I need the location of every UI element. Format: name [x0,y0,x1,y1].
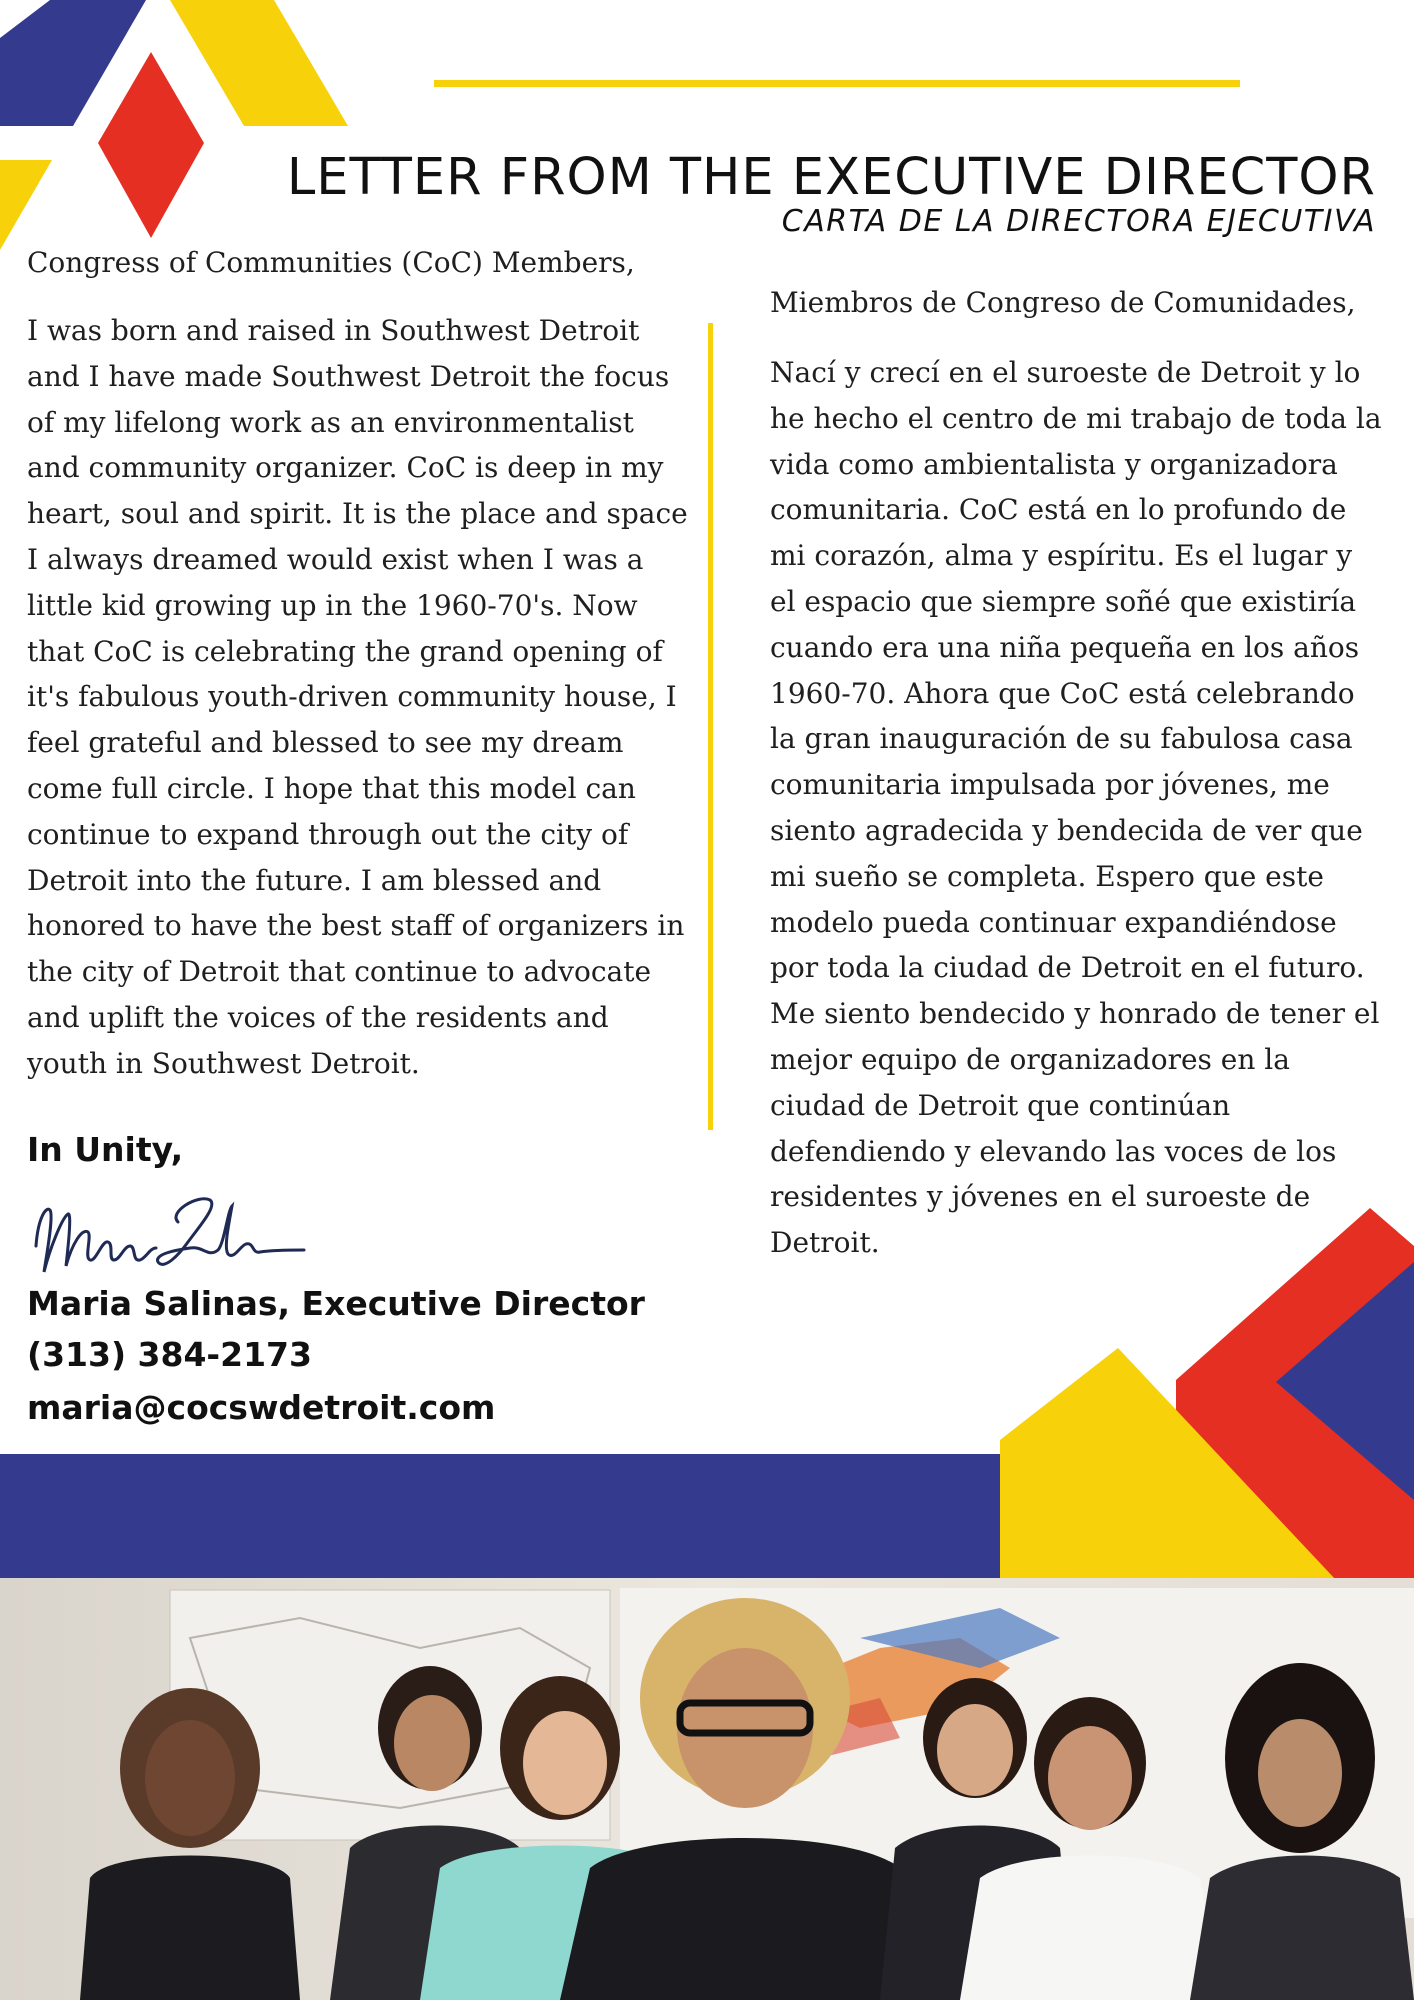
column-divider [708,323,713,1130]
signer-phone: (313) 384-2173 [27,1335,312,1374]
page-title: LETTER FROM THE EXECUTIVE DIRECTOR [286,148,1376,207]
spanish-line: comunitaria impulsada por jóvenes, me [770,768,1330,802]
spanish-line: Nací y crecí en el suroeste de Detroit y lo [770,356,1361,389]
spanish-line: el espacio que siempre soñé que existiría [770,584,1357,618]
english-line: Detroit into the future. I am blessed and [27,863,602,897]
english-line: it's fabulous youth-driven community house, I [27,680,677,714]
spanish-line: siento agradecida y bendecida de ver que [770,813,1363,847]
english-line: that CoC is celebrating the grand opening of [27,634,663,668]
english-line: I was born and raised in Southwest Detroit [27,314,640,347]
spanish-line: por toda la ciudad de Detroit en el futuro. [770,951,1365,985]
yellow-parallelogram [170,0,348,126]
blue-band [0,1454,1000,1580]
closing: In Unity, [27,1130,184,1169]
spanish-line: comunitaria. CoC está en lo profundo de [770,493,1347,527]
spanish-body [770,350,1382,1266]
english-line: and community organizer. CoC is deep in my [27,451,664,485]
spanish-line: ciudad de Detroit que continúan [770,1088,1231,1122]
bottom-decoration [0,1200,1414,1580]
spanish-line: he hecho el centro de mi trabajo de toda la [770,401,1382,435]
english-greeting: Congress of Communities (CoC) Members, [27,246,635,279]
spanish-greeting: Miembros de Congreso de Comunidades, [770,286,1356,319]
spanish-line: mejor equipo de organizadores en la [770,1042,1290,1076]
red-diamond [98,52,204,238]
signer-email[interactable]: maria@cocswdetroit.com [27,1388,496,1427]
english-line: of my lifelong work as an environmentalist [27,405,634,439]
english-line: continue to expand through out the city of [27,817,629,851]
english-line: I always dreamed would exist when I was a [27,542,644,576]
spanish-line: residentes y jóvenes en el suroeste de [770,1180,1311,1214]
yellow-triangle-left [0,160,52,250]
english-line: and uplift the voices of the residents and [27,1000,609,1034]
english-line: come full circle. I hope that this model can [27,771,636,805]
english-line: heart, soul and spirit. It is the place and space [27,497,688,531]
english-line: and I have made Southwest Detroit the focus [27,359,670,393]
spanish-line: 1960-70. Ahora que CoC está celebrando [770,676,1355,710]
spanish-line: Detroit. [770,1226,880,1260]
spanish-line: vida como ambientalista y organizadora [770,447,1338,481]
english-line: little kid growing up in the 1960-70's. Now [27,588,638,622]
english-line: the city of Detroit that continue to advocate [27,955,652,989]
spanish-line: modelo pueda continuar expandiéndose [770,905,1337,939]
english-line: honored to have the best staff of organizers in [27,909,685,943]
english-body [27,308,688,1087]
spanish-line: mi corazón, alma y espíritu. Es el lugar y [770,539,1353,573]
english-line: feel grateful and blessed to see my dream [27,726,624,760]
spanish-line: Me siento bendecido y honrado de tener el [770,997,1380,1031]
top-yellow-rule [434,80,1240,87]
spanish-line: defendiendo y elevando las voces de los [770,1134,1337,1168]
page-subtitle: CARTA DE LA DIRECTORA EJECUTIVA [781,204,1376,239]
english-line: youth in Southwest Detroit. [27,1046,420,1080]
spanish-line: cuando era una niña pequeña en los años [770,630,1360,664]
signer-name-title: Maria Salinas, Executive Director [27,1284,645,1323]
spanish-line: la gran inauguración de su fabulosa casa [770,722,1353,756]
team-photo [0,1578,1414,2000]
spanish-line: mi sueño se completa. Espero que este [770,859,1324,893]
top-left-decoration [0,0,360,250]
